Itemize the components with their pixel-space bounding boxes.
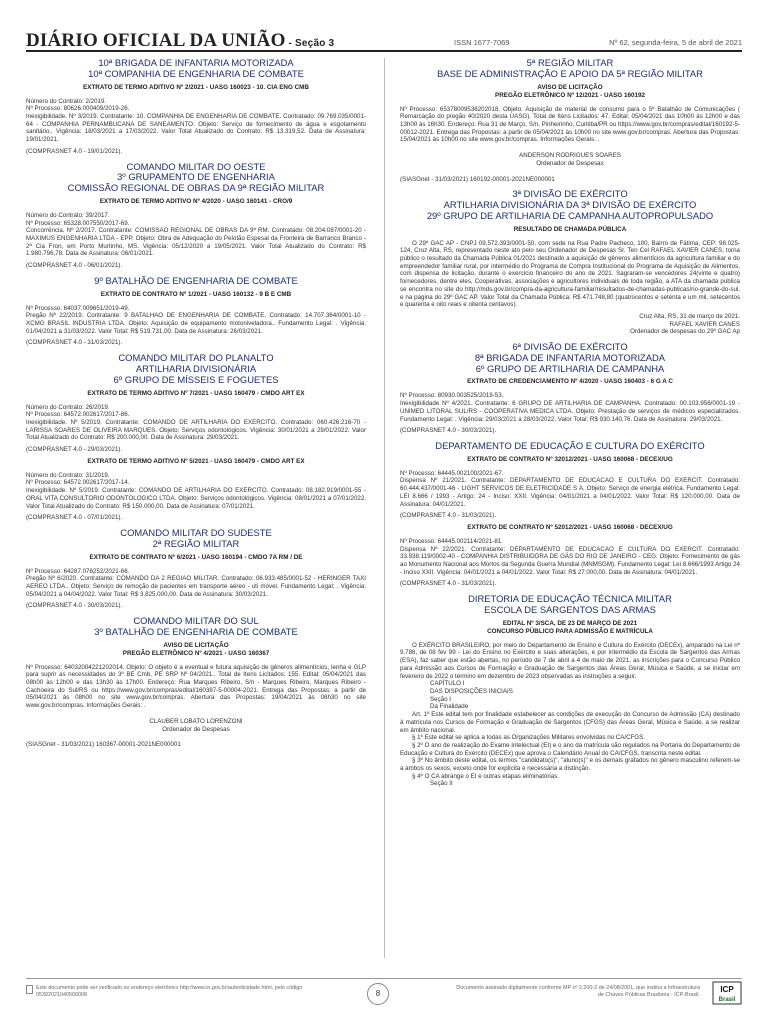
org-heading: 3º BATALHÃO DE ENGENHARIA DE COMBATE — [94, 625, 298, 637]
org-heading: DIRETORIA DE EDUCAÇÃO TÉCNICA MILITAR — [468, 593, 672, 605]
column-divider — [384, 58, 385, 958]
org-heading: COMANDO MILITAR DO SUL — [133, 615, 259, 627]
section-title: Da Finalidade — [430, 703, 469, 711]
page-number: 8 — [367, 983, 389, 1005]
chapter-title: DAS DISPOSIÇÕES INICIAIS — [430, 688, 513, 695]
notice-29-gac — [400, 189, 740, 336]
org-heading: 6º GRUPO DE ARTILHARIA DE CAMPANHA — [475, 362, 665, 374]
signatory-name: ANDERSON RODRIGUES SOARES — [519, 152, 621, 160]
masthead — [26, 30, 742, 52]
paragraph: Pregão Nº 6/2020. Contratante: COMANDO DA 2 REGIAO MILITAR. Contratado: 06.933.485/0001-52 - HERINGER TAXI AEREO LTDA.. Objeto: Serviço de remoção de pacientes em transporte aéreo - uti móvel. Fundamento Legal: . Vigência: 05/04/2021 a 04/04/2022. Valor Total: R$ 3.825.000,00. Data de Assinatura: 30/03/2021. — [26, 575, 366, 598]
paragraph: Nº Processo: 64037.009651/2019-49. — [26, 304, 130, 312]
paragraph: Art. 1º Este edital tem por finalidade estabelecer as condições de execução do Concurso de Admissão (CA) destinado à matrícula nos Cursos de Formação e Graduação de Sargentos (CFGS) das Áreas Geral, Música e Saúde, a se realizar em âmbito nacional. — [400, 711, 740, 734]
paragraph: Número do Contrato: 31/2019. — [26, 471, 110, 479]
signatory-role: Ordenador de Despesas — [536, 159, 604, 167]
notice-title: EXTRATO DE TERMO ADITIVO Nº 5/2021 - UASG 160479 - CMDO ART EX — [87, 457, 305, 465]
paragraph: Nº Processo: 80626.000409/2019-26. — [26, 105, 130, 113]
notice-title: EDITAL Nº 3/SCA, DE 23 DE MARÇO DE 2021 — [502, 619, 638, 627]
paragraph: Número do Contrato: 26/2019. — [26, 403, 110, 411]
paragraph: Nº Processo: 64032004221202014. Objeto: O objeto é a eventual e futura aquisição de gêneros alimentícios, lenha e GLP para suprir as necessidades do 3º BE Cmb, PE SRP Nº 04/2021.. Total de Itens Licitados: 155. Edital: 05/04/2021 das 08h00 às 12h00 e das 13h30 às 17h00. Endereço: Rua Marques Ribeiro, S/n - Marques Ribeiro, Marques Ribeiro - Cachoeira do Sul/RS ou https://www.gov.br/compras/edital/160387-5-00004-2021. Entrega das Propostas: a partir de 05/04/2021 às 08h00 no site www.gov.br/compras. Abertura das Propostas: 19/04/2021 às 08h30 no site www.gov.br/compras. Informações Gerais: . — [26, 663, 366, 710]
org-heading: ARTILHARIA DIVISIONÁRIA — [135, 362, 257, 374]
notice-title: EXTRATO DE CONTRATO Nº 32012/2021 - UASG 160068 - DECEX/UG — [467, 455, 673, 463]
chapter-label: CAPÍTULO I — [430, 680, 465, 688]
right-column — [400, 58, 740, 962]
paragraph: Dispensa Nº 22/2021. Contratante: DEPARTAMENTO DE EDUCACAO E CULTURA DO EXERCIT. Contratado: 33.938.119/0002-40 - COMPANHIA DISTRIBUIDORA DE GÁS DO RIO DE JANEIRO - CEG. Objeto: Fornecimento de gás ao Monumento Nacional aos Mortos da Segunda Guerra Mundial (MNMSGM). Fundamento Legal: Lei 8.666/1993 Artigo 24 - Inciso XXII. Vigência: 04/01/2021 a 04/01/2022. Valor Total: R$ 27.000,00. Data de Assinatura: 04/01/2021. — [400, 545, 740, 576]
section-label: Seção I — [430, 695, 451, 703]
document-icon — [26, 985, 33, 994]
org-heading: COMANDO MILITAR DO OESTE — [126, 160, 266, 172]
org-heading: 6º GRUPO DE MÍSSEIS E FOGUETES — [113, 373, 279, 385]
notice-2-rm — [26, 528, 366, 610]
notice-base-5-rm — [400, 58, 740, 183]
org-heading: 3ª DIVISÃO DE EXÉRCITO — [512, 188, 628, 200]
paragraph: Inexigibilidade. Nº 3/2019. Contratante: 10. COMPANHIA DE ENGENHARIA DE COMBATE. Contratado: 09.769.035/0001-64 - COMPANHIA PERNAMBUCANA DE SANEAMENTO. Objeto: Serviço de fornecimento de água e esgotamento sanitário.. Vigência: 18/03/2021 a 17/03/2022. Valor Total Atualizado do Contrato: R$ 13.319,52. Data de Assinatura: 19/01/2021. — [26, 113, 366, 144]
org-heading: 2ª REGIÃO MILITAR — [152, 537, 240, 549]
notice-decex — [400, 441, 740, 588]
section-label: - Seção 3 — [285, 38, 335, 49]
notice-9-bec — [26, 276, 366, 347]
notice-title: RESULTADO DE CHAMADA PÚBLICA — [513, 225, 627, 233]
signatory-name: CLAUBER LOBATO LORENZONI — [149, 717, 243, 725]
org-heading: 9º BATALHÃO DE ENGENHARIA DE COMBATE — [94, 274, 298, 286]
org-heading: 3º GRUPAMENTO DE ENGENHARIA — [117, 171, 275, 183]
paragraph: § 3º No âmbito deste edital, os termos "candidato(s)", "aluno(s)" e os demais grafados no gênero masculino referem-se a ambos os sexos, exceto onde for explícita e necessária a distinção. — [400, 757, 740, 773]
org-heading: COMANDO MILITAR DO SUDESTE — [120, 526, 272, 538]
paragraph: Nº Processo: 80930.003525/2019-53. — [400, 392, 504, 400]
source-note: (COMPRASNET 4.0 - 31/03/2021). — [400, 580, 497, 588]
org-heading: 6ª DIVISÃO DE EXÉRCITO — [512, 341, 628, 353]
notice-3-bec — [26, 616, 366, 749]
notice-cmdo-art-ex — [26, 353, 366, 522]
source-note: (SIASGnet - 31/03/2021) 160192-00001-2021NE000001 — [400, 175, 555, 183]
source-note: (COMPRASNET 4.0 - 06/01/2021). — [26, 262, 123, 270]
org-heading: BASE DE ADMINISTRAÇÃO E APOIO DA 5ª REGIÃO MILITAR — [437, 67, 703, 79]
org-heading: 8ª BRIGADA DE INFANTARIA MOTORIZADA — [474, 351, 666, 363]
signatory-name: RAFAEL XAVIER CANES — [669, 320, 740, 328]
source-note: (COMPRASNET 4.0 - 30/03/2021). — [26, 602, 123, 610]
place-date: Cruz Alta, RS, 31 de março de 2021. — [639, 312, 740, 320]
seal-text-bottom: Brasil — [718, 997, 736, 1003]
org-heading: 10ª BRIGADA DE INFANTARIA MOTORIZADA — [98, 58, 294, 68]
verification-note: Este documento pode ser verificado no endereço eletrônico http://www.in.gov.br/autenticidade.html, pelo código 05302021040500008 — [36, 985, 303, 998]
section-label: Seção II — [430, 780, 453, 788]
notice-title: AVISO DE LICITAÇÃO — [163, 641, 229, 649]
notice-title: EXTRATO DE CONTRATO Nº 1/2021 - UASG 160132 - 9 B E CMB — [100, 290, 292, 298]
paragraph: Inexigibilidade. Nº 5/2019. Contratante: COMANDO DE ARTILHARIA DO EXERCITO. Contratado: 08.182.919/0001-55 - ORAL VITA CONSULTORIO ODONTOLOGICO LTDA. Objeto: Serviços odontológicos. Vigência: 08/01/2021 a 07/01/2022. Valor Total Atualizado do Contrato: R$ 150.000,00. Data de Assinatura: 07/01/2021. — [26, 487, 366, 510]
org-heading: COMISSÃO REGIONAL DE OBRAS DA 9ª REGIÃO MILITAR — [67, 182, 325, 194]
paragraph: Nº Processo: 65378009536202018. Objeto: Aquisição de material de consumo para o 5º Batalhão de Comunicações ( Remarcação do pregão 40/2020 desta UASG). Total de Itens Licitados: 47. Edital: 05/04/2021 das 10h00 às 12h00 e das 13h00 às 16h30. Endereço: Rua 31 de Março, S/n, Pinheirinho, Curitiba/PR ou https://www.gov.br/compras/edital/160192-5-00012-2021. Entrega das Propostas: a partir de 05/04/2021 às 10h00 no site www.gov.br/compras. Abertura das Propostas: 15/04/2021 às 10h00 no site www.gov.br/compras. Informações Gerais: . — [400, 105, 740, 144]
icp-brasil-logo — [712, 981, 742, 1005]
notice-cro9 — [26, 162, 366, 270]
paragraph: § 4º O CA abrange o EI e outras etapas eliminatórias. — [412, 772, 560, 780]
org-heading: 10ª COMPANHIA DE ENGENHARIA DE COMBATE — [88, 67, 304, 79]
signatory-role: Ordenador de Despesas — [162, 725, 230, 733]
source-note: (COMPRASNET 4.0 - 30/03/2021). — [400, 427, 497, 435]
source-note: (SIASGnet - 31/03/2021) 160367-00001-2021NE000001 — [26, 741, 181, 749]
left-column — [26, 58, 366, 962]
notice-title: EXTRATO DE TERMO ADITIVO Nº 4/2020 - UASG 160141 - CRO/9 — [99, 197, 293, 205]
paragraph: Número do Contrato: 39/2017. — [26, 211, 110, 219]
paragraph: Nº Processo: 64445.002100/2021-67. — [400, 469, 504, 477]
paragraph: Nº Processo: 64572.002617/2017-14. — [26, 479, 130, 487]
notice-title: AVISO DE LICITAÇÃO — [537, 83, 603, 91]
paragraph: Concorrência. Nº 2/2017. Contratante: COMISSAO REGIONAL DE OBRAS DA 9ª RM. Contratado: 08.204.087/0001-20 - MAXIMUS ENGENHARIA LTDA - EPP. Objeto: Obra de Adequação do Pelotão Espesal da Fronteira de Barranco Branco - 2ª Cia Fron, em Porto Murtinho, MS. Vigência: 05/12/2020 a 19/05/2021. Valor Total Atualizado do Contrato: R$ 1.980.796,78. Data de Assinatura: 06/01/2021. — [26, 227, 366, 258]
notice-subtitle: CONCURSO PÚBLICO PARA ADMISSÃO E MATRÍCULA — [487, 627, 653, 635]
page-footer — [26, 978, 742, 1008]
source-note: (COMPRASNET 4.0 - 19/01/2021). — [26, 147, 123, 155]
paragraph: Nº Processo: 64445.002114/2021-81. — [400, 537, 503, 545]
source-note: (COMPRASNET 4.0 - 31/03/2021). — [400, 512, 497, 520]
org-heading: 29º GRUPO DE ARTILHARIA DE CAMPANHA AUTOPROPULSADO — [426, 209, 714, 221]
issn: ISSN 1677-7069 — [454, 38, 510, 47]
signature-note: Documento assinado digitalmente conforme MP nº 2.200-2 de 24/08/2001, que institui a Infraestrutura de Chaves Públicas Brasileira - ICP-Brasil. — [456, 985, 700, 998]
org-heading: ESCOLA DE SARGENTOS DAS ARMAS — [484, 603, 656, 615]
org-heading: COMANDO MILITAR DO PLANALTO — [118, 352, 274, 364]
source-note: (COMPRASNET 4.0 - 31/03/2021). — [26, 339, 123, 347]
signatory-role: Ordenador de despesas do 29º GAC Ap — [630, 328, 740, 336]
notice-title: EXTRATO DE TERMO ADITIVO Nº 7/2021 - UASG 160479 - CMDO ART EX — [87, 389, 305, 397]
seal-text-top: ICP — [720, 985, 734, 994]
paragraph: O 29º GAC AP - CNPJ 09.572.393/0001-50, com sede na Rua Padre Pacheco, 100, Bairro de Fátima, CEP: 98.025-124, Cruz Alta, RS, representado neste ato pelo seu Ordenador de Despesas Sr. Ten Cel RAFAEL XAVIER CANES, torna público o resultado da Chamada Pública 01/2021 destinado a aquisição de gêneros alimentícios da agricultura familiar e do empreendedor familiar rural, por intermédio do Programa de Compra Institucional do Programa de Aquisição de Alimentos, com dispensa de licitação, durante o exercício financeiro do ano de 2021. Sagraram-se vencedores 24(vinte e quatro) fornecedores, dentre eles, Cooperativas, associações e agricultores individuais de toda região, a ATA da chamada pública se encontra no site do http://mds.gov.br/compra-da-agricultura-familiar/resultados-de-chamadas-publicas/rio-grande-do-sul, e na página do 29º GAC AP. Valor Total da Chamada Pública: R$ 471.748,80 (quatrocentos e setenta e um mil, setecentos e quarenta e oito reais e oitenta centavos). — [400, 239, 740, 309]
source-note: (COMPRASNET 4.0 - 07/01/2021). — [26, 514, 123, 522]
notice-title: EXTRATO DE CONTRATO Nº 6/2021 - UASG 160194 - CMDO 7A RM / DE — [89, 553, 303, 561]
paragraph: Nº Processo: 64287.076252/2021-66. — [26, 567, 130, 575]
org-heading: DEPARTAMENTO DE EDUCAÇÃO E CULTURA DO EXÉRCITO — [435, 439, 705, 451]
paragraph: Pregão Nº 22/2019. Contratante: 9 BATALHAO DE ENGENHARIA DE COMBATE. Contratado: 14.707.364/0001-10 - XCMG BRASIL INDUSTRIA LTDA. Objeto: Aquisição de equipamento motoniveladora.. Fundamento Legal: . Vigência: 01/04/2021 a 31/03/2022. Valor Total: R$ 519.731,00. Data de Assinatura: 26/03/2021. — [26, 312, 366, 335]
paragraph: Dispensa Nº 21/2021. Contratante: DEPARTAMENTO DE EDUCACAO E CULTURA DO EXERCIT. Contratado: 60.444.437/0001-46 - LIGHT SERVICOS DE ELETRICIDADE S A. Objeto: Serviço de energia elétrica. Fundamento Legal: LEI 8.666 / 1993 - Artigo: 24 - Inciso: XXII. Vigência: 04/01/2021 a 04/01/2022. Valor Total: R$ 120.000,00. Data de Assinatura: 04/01/2021. — [400, 477, 740, 508]
notice-subtitle: PREGÃO ELETRÔNICO Nº 4/2021 - UASG 160367 — [122, 649, 270, 657]
edition-date: Nº 62, segunda-feira, 5 de abril de 2021 — [609, 38, 742, 47]
notice-esa-edital — [400, 594, 740, 788]
paragraph: O EXÉRCITO BRASILEIRO, por meio do Departamento de Ensino e Cultura do Exército (DECEx), amparado na Lei nº 9.786, de 08 fev 99 - Lei do Ensino no Exército e suas alterações, e por intermédio da Escola de Sargentos das Armas (ESA), faz saber que estão abertas, no período de 7 de abril a 4 de maio de 2021, as inscrições para o Concurso Público para Admissão aos Cursos de Formação e Graduação de Sargentos das Áreas Geral, Música e Saúde, a se iniciar em fevereiro de 2022 o término em dezembro de 2023 observadas as instruções a seguir. — [400, 641, 740, 680]
paragraph: § 1º Este edital se aplica a todas as Organizações Militares envolvidas no CA/CFGS. — [412, 734, 646, 742]
org-heading: ARTILHARIA DIVISIONÁRIA DA 3ª DIVISÃO DE EXÉRCITO — [443, 199, 697, 211]
newspaper-title: DIÁRIO OFICIAL DA UNIÃO - Seção 3 — [26, 30, 335, 51]
notice-subtitle: PREGÃO ELETRÔNICO Nº 12/2021 - UASG 160192 — [495, 91, 645, 99]
source-note: (COMPRASNET 4.0 - 29/03/2021). — [26, 446, 123, 454]
notice-title: EXTRATO DE CONTRATO Nº 52012/2021 - UASG 160068 - DECEX/UG — [467, 523, 673, 531]
paragraph: Inexigibilidade. Nº 5/2019. Contratante: COMANDO DE ARTILHARIA DO EXERCITO. Contratado: 060.426.216-70 - LARISSA SOARES DE OLIVEIRA MARQUES. Objeto: Serviços odontológicos. Vigência: 30/01/2021 a 29/01/2022. Valor Total Atualizado do Contrato: R$ 200.000,00. Data de Assinatura: 29/03/2021. — [26, 418, 366, 442]
notice-10-cia-eng — [26, 58, 366, 156]
paragraph: Inexigibilidade Nº 4/2021. Contratante: 6 GRUPO DE ARTILHARIA DE CAMPANHA. Contratado: 00.103.956/0001-19 - UNIMED LITORAL SUL/RS - COOPERATIVA MEDICA LTDA. Objeto: Prestação de serviços de médicos especializados. Fundamento Legal: . Vigência: 29/03/2021 a 28/03/2022. Valor Total: R$ 930.140,76. Data de Assinatura: 29/03/2021. — [400, 400, 740, 423]
paragraph: § 2º O ano de realização do Exame Intelectual (EI) e o ano da matrícula são regulados na Portaria do Departamento de Educação e Cultura do Exército (DECEx) que aprova o Calendário Anual do CA/CFGS, transcrita neste edital. — [400, 741, 740, 757]
notice-title: EXTRATO DE CREDENCIAMENTO Nº 4/2020 - UASG 160403 - 6 G A C — [467, 378, 673, 386]
paragraph: Nº Processo: 64572.002617/2017-86. — [26, 411, 130, 419]
org-heading: 5ª REGIÃO MILITAR — [526, 58, 614, 68]
paragraph: Nº Processo: 65328.007550/2017-69. — [26, 219, 130, 227]
notice-title: EXTRATO DE TERMO ADITIVO Nº 2/2021 - UASG 160023 - 10. CIA ENG CMB — [83, 83, 309, 91]
notice-6-gac — [400, 342, 740, 435]
paragraph: Número do Contrato: 2/2019. — [26, 97, 107, 105]
